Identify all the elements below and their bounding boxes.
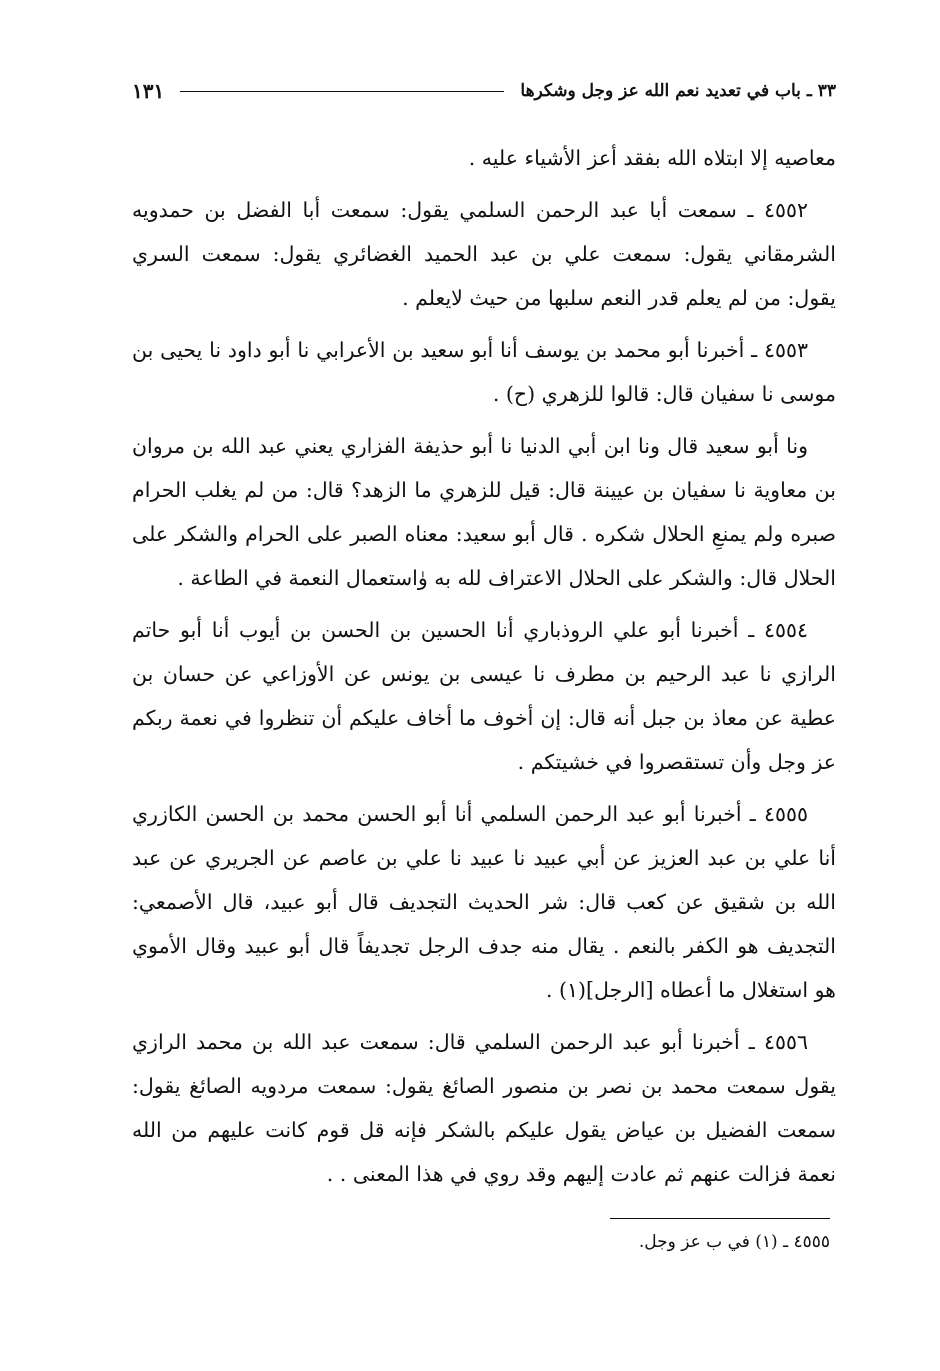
paragraph-4554: ٤٥٥٤ ـ أخبرنا أبو علي الروذباري أنا الحسين بن الحسن بن أيوب أنا أبو حاتم الرازي نا عبد الرحيم بن مطرف نا عيسى بن يونس عن الأوزاعي عن حسان بن عطية عن معاذ بن جبل أنه قال: إن أخوف ما أخاف عليكم أن تنظروا في نعمة ربكم عز وجل وأن تستقصروا في خشيتكم .	[132, 618, 836, 774]
paragraph-4553: ٤٥٥٣ ـ أخبرنا أبو محمد بن يوسف أنا أبو سعيد بن الأعرابي نا أبو داود نا يحيى بن موسى نا سفيان قال: قالوا للزهري (ح) .	[132, 338, 836, 406]
header-rule	[180, 91, 504, 92]
paragraph-continuation: معاصيه إلا ابتلاه الله بفقد أعز الأشياء عليه .	[468, 146, 836, 170]
paragraph-4556: ٤٥٥٦ ـ أخبرنا أبو عبد الرحمن السلمي قال: سمعت عبد الله بن محمد الرازي يقول سمعت محمد بن نصر بن منصور الصائغ يقول: سمعت مردويه الصائغ يقول: سمعت الفضيل بن عياض يقول عليكم بالشكر فإنه قل قوم كانت عليهم من الله نعمة فزالت عنهم ثم عادت إليهم وقد روي في هذا المعنى . .	[132, 1030, 836, 1186]
paragraph-4553-continued: ونا أبو سعيد قال ونا ابن أبي الدنيا نا أبو حذيفة الفزاري يعني عبد الله بن مروان بن معاوية نا سفيان بن عيينة قال: قيل للزهري ما الزهد؟ قال: من لم يغلب الحرام صبره ولم يمنعِ الحلال شكره . قال أبو سعيد: معناه الصبر على الحرام والشكر على الحلال قال: والشكر على الحلال الاعتراف لله به وٰاستعمال النعمة في الطاعة .	[132, 434, 836, 590]
paragraph-4555: ٤٥٥٥ ـ أخبرنا أبو عبد الرحمن السلمي أنا أبو الحسن محمد بن الحسن الكازري أنا علي بن عبد العزيز عن أبي عبيد نا عبيد نا علي بن عاصم عن الجريري عن عبد الله بن شقيق عن كعب قال: شر الحديث التجديف قال أبو عبيد، قال الأصمعي: التجديف هو الكفر بالنعم . يقال منه جدف الرجل تجديفاً قال أبو عبيد وقال الأموي هو استغلال ما أعطاه [الرجل](١) .	[132, 802, 836, 1002]
footnote: ٤٥٥٥ ـ (١) في ب عز وجل.	[638, 1232, 830, 1252]
footnote-rule	[610, 1218, 830, 1219]
paragraph-4552: ٤٥٥٢ ـ سمعت أبا عبد الرحمن السلمي يقول: سمعت أبا الفضل بن حمدويه الشرمقاني يقول: سمعت علي بن عبد الحميد الغضائري يقول: سمعت السري يقول: من لم يعلم قدر النعم سلبها من حيث لايعلم .	[132, 198, 836, 310]
page-number: ١٣١	[132, 79, 165, 103]
running-title: ٣٣ ـ باب في تعديد نعم الله عز وجل وشكرها	[520, 81, 836, 101]
body-text	[132, 136, 836, 1204]
page-header	[132, 76, 836, 106]
